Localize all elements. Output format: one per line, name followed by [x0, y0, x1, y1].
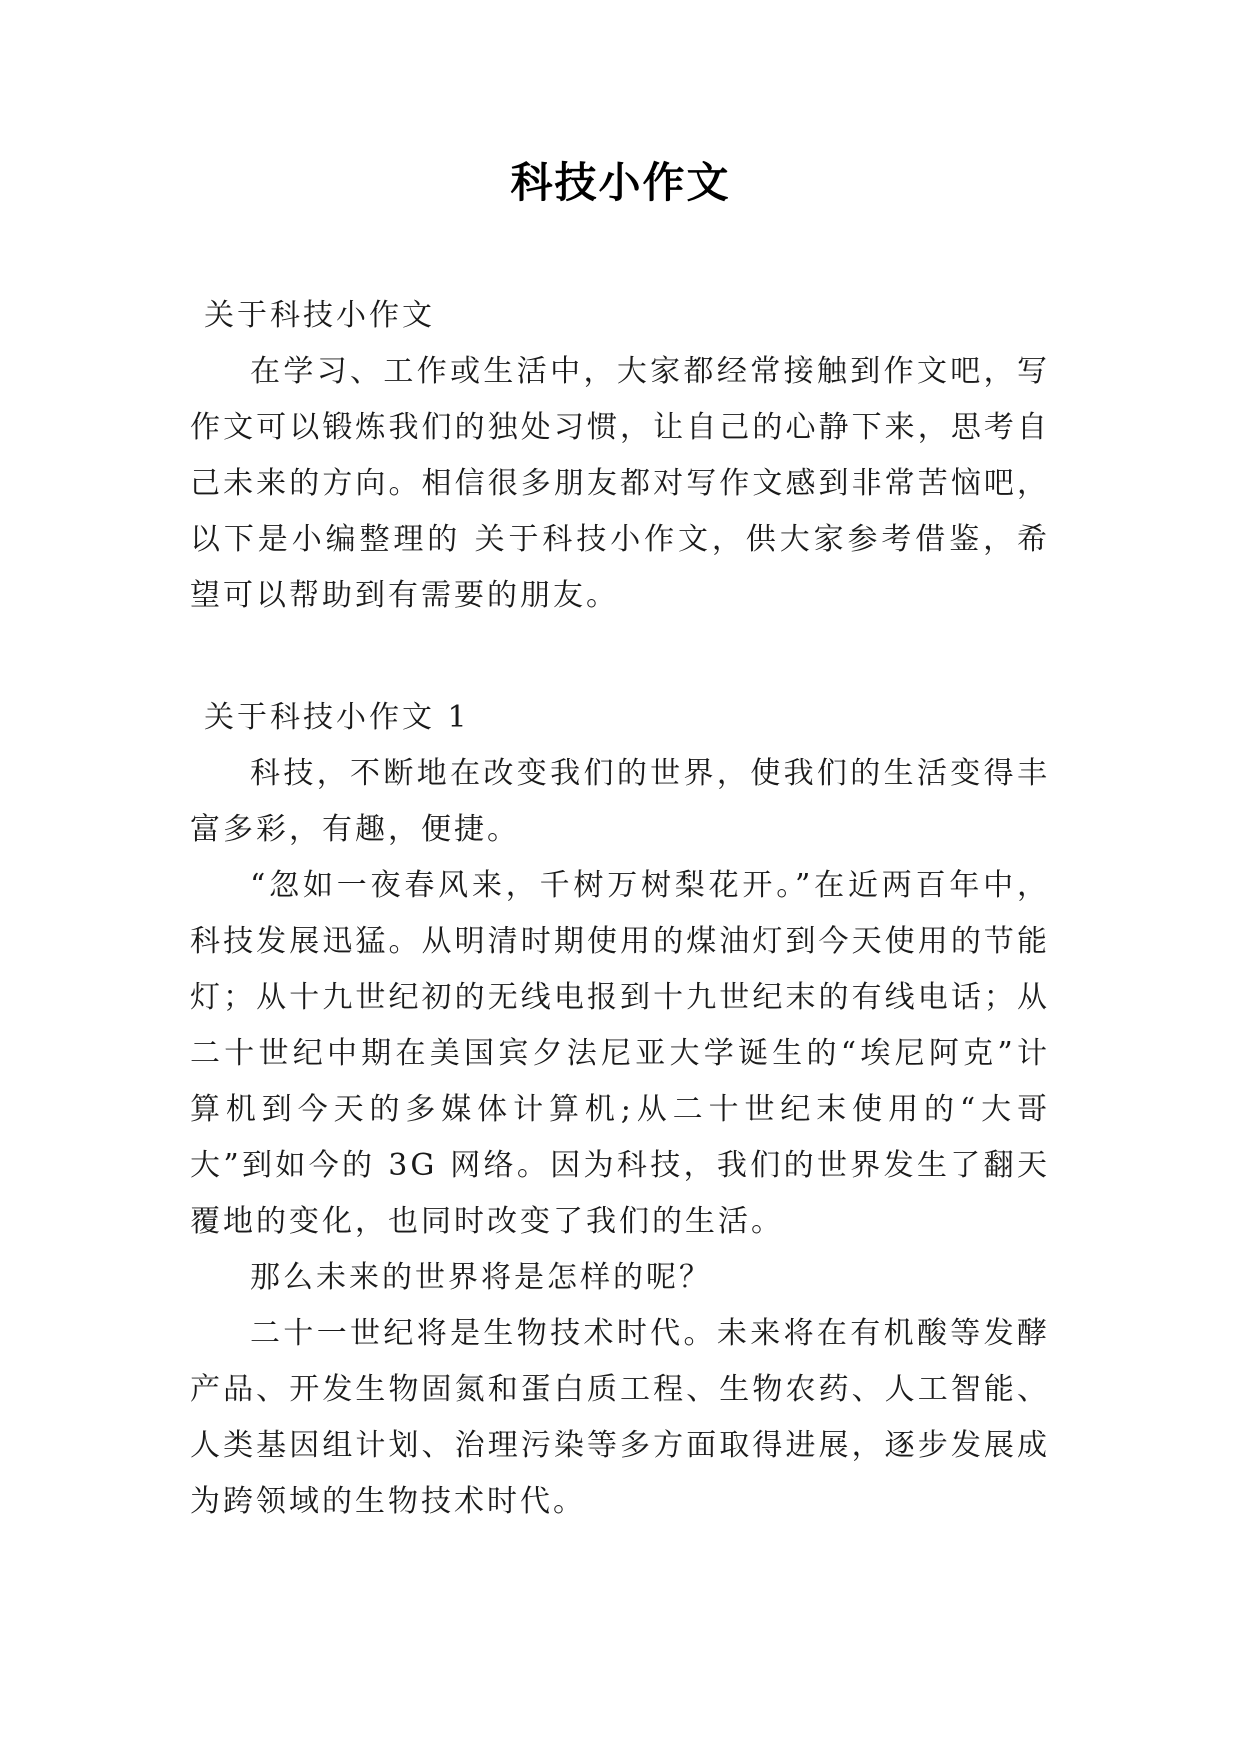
- essay1-paragraph: 那么未来的世界将是怎样的呢？: [250, 1260, 712, 1295]
- essay1-paragraph: “忽如一夜春风来，千树万树梨花开。”在近两百年中，科技发展迅猛。从明清时期使用的煤油灯到今天使用的节能灯；从十九世纪初的无线电报到十九世纪末的有线电话；从二十世纪中期在美国宾夕法尼亚大学诞生的“埃尼阿克”计算机到今天的多媒体计算机;从二十世纪末使用的“大哥大”到如今的 3G 网络。因为科技，我们的世界发生了翻天覆地的变化，也同时改变了我们的生活。: [190, 868, 1050, 1239]
- essay1-paragraph: 科技，不断地在改变我们的世界，使我们的生活变得丰富多彩，有趣，便捷。: [190, 756, 1050, 847]
- document-body: [190, 288, 1050, 1530]
- section-spacer: [190, 624, 1050, 690]
- essay1-heading: 关于科技小作文 1: [204, 700, 470, 735]
- essay1-paragraph: 二十一世纪将是生物技术时代。未来将在有机酸等发酵产品、开发生物固氮和蛋白质工程、生物农药、人工智能、人类基因组计划、治理污染等多方面取得进展，逐步发展成为跨领域的生物技术时代。: [190, 1316, 1050, 1519]
- intro-heading: 关于科技小作文: [204, 298, 435, 333]
- page-title: 科技小作文: [510, 158, 731, 207]
- intro-paragraph: 在学习、工作或生活中，大家都经常接触到作文吧，写作文可以锻炼我们的独处习惯，让自己的心静下来，思考自己未来的方向。相信很多朋友都对写作文感到非常苦恼吧，以下是小编整理的 关于科技小作文，供大家参考借鉴，希望可以帮助到有需要的朋友。: [190, 354, 1050, 613]
